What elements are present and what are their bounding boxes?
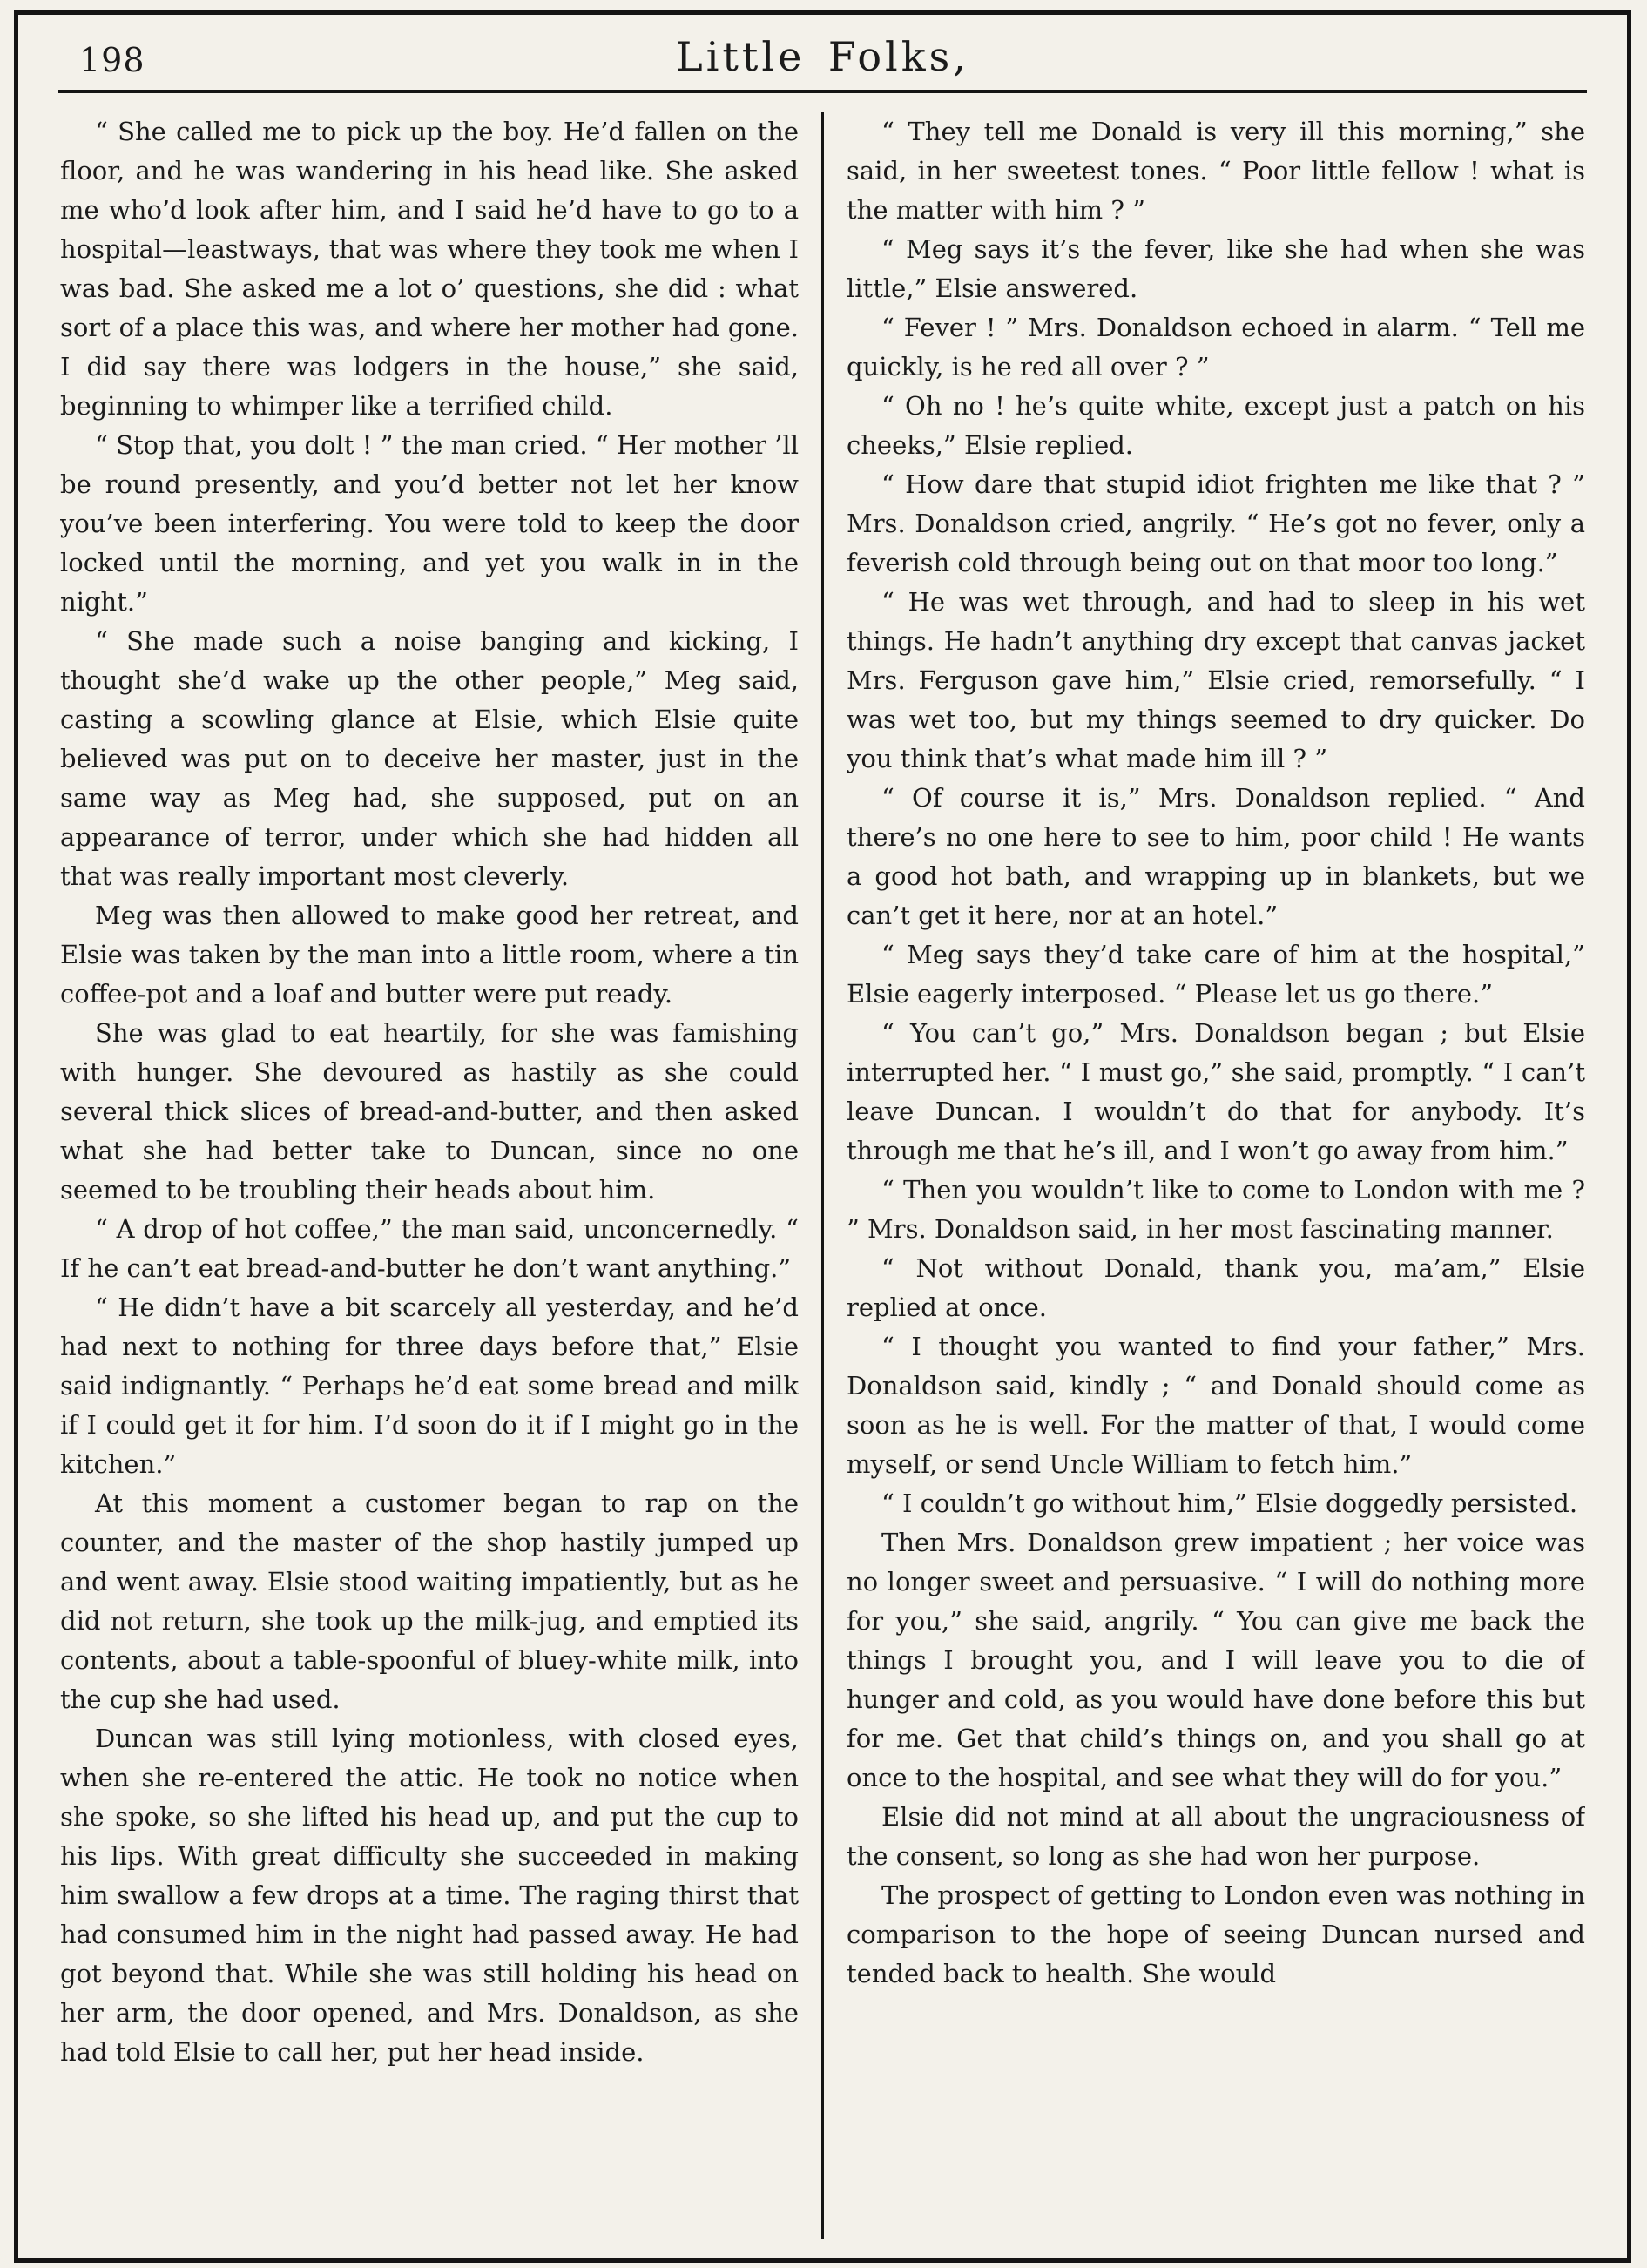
paragraph: Duncan was still lying motionless, with closed eyes, when she re-entered the attic. He took no notice when she spoke, so she lifted his head up, and put the cup to his lips. With great difficulty she succeeded in making him swallow a few drops at a time. The raging thirst that had consumed him in the night had passed away. He had got beyond that. While she was still holding his head on her arm, the door opened, and Mrs. Donaldson, as she had told Elsie to call her, put her head inside. <box>60 1724 799 2067</box>
paragraph: “ Then you wouldn’t like to come to London with me ? ” Mrs. Donaldson said, in her most fascinating manner. <box>847 1175 1585 1244</box>
paragraph: “ She made such a noise banging and kicking, I thought she’d wake up the other people,” Meg said, casting a scowling glance at Elsie, which Elsie quite believed was put on to deceive her master, just in the same way as Meg had, she supposed, put on an appearance of terror, under which she had hidden all that was really important most cleverly. <box>60 626 799 891</box>
page-title: Little Folks, <box>676 33 969 80</box>
paragraph: “ Of course it is,” Mrs. Donaldson replied. “ And there’s no one here to see to him, poor child ! He wants a good hot bath, and wrapping up in blankets, but we can’t get it here, nor at an hotel.” <box>847 783 1585 930</box>
paragraph: “ I thought you wanted to find your father,” Mrs. Donaldson said, kindly ; “ and Donald should come as soon as he is well. For the matter of that, I would come myself, or send Uncle William to fetch him.” <box>847 1332 1585 1479</box>
paragraph: “ She called me to pick up the boy. He’d fallen on the floor, and he was wandering in his head like. She asked me who’d look after him, and I said he’d have to go to a hospital—leastways, that was where they took me when I was bad. She asked me a lot o’ questions, she did : what sort of a place this was, and where her mother had gone. I did say there was lodgers in the house,” she said, beginning to whimper like a terrified child. <box>60 117 799 421</box>
left-column <box>60 112 799 2239</box>
page-header <box>55 29 1590 84</box>
column-divider <box>821 112 824 2239</box>
paragraph: Then Mrs. Donaldson grew impatient ; her voice was no longer sweet and persuasive. “ I will do nothing more for you,” she said, angrily. “ You can give me back the things I brought you, and I will leave you to die of hunger and cold, as you would have done before this but for me. Get that child’s things on, and you shall go at once to the hospital, and see what they will do for you.” <box>847 1528 1585 1792</box>
paragraph: “ He didn’t have a bit scarcely all yesterday, and he’d had next to nothing for three days before that,” Elsie said indignantly. “ Perhaps he’d eat some bread and milk if I could get it for him. I’d soon do it if I might go in the kitchen.” <box>60 1293 799 1479</box>
paragraph: “ They tell me Donald is very ill this morning,” she said, in her sweetest tones. “ Poor little fellow ! what is the matter with him ? ” <box>847 117 1585 225</box>
paragraph: “ Oh no ! he’s quite white, except just a patch on his cheeks,” Elsie replied. <box>847 391 1585 460</box>
paragraph: “ Meg says they’d take care of him at the hospital,” Elsie eagerly interposed. “ Please let us go there.” <box>847 940 1585 1009</box>
paragraph: “ I couldn’t go without him,” Elsie doggedly persisted. <box>881 1488 1578 1518</box>
paragraph: She was glad to eat heartily, for she was famishing with hunger. She devoured as hastily as she could several thick slices of bread-and-butter, and then asked what she had better take to Duncan, since no one seemed to be troubling their heads about him. <box>60 1018 799 1205</box>
page-border <box>14 10 1631 2263</box>
paragraph: “ A drop of hot coffee,” the man said, unconcernedly. “ If he can’t eat bread-and-butter he don’t want anything.” <box>60 1214 799 1283</box>
paragraph: “ He was wet through, and had to sleep in his wet things. He hadn’t anything dry except that canvas jacket Mrs. Ferguson gave him,” Elsie cried, remorsefully. “ I was wet too, but my things seemed to dry quicker. Do you think that’s what made him ill ? ” <box>847 587 1585 773</box>
paragraph: Elsie did not mind at all about the ungraciousness of the consent, so long as she had won her purpose. <box>847 1802 1585 1871</box>
paragraph: “ How dare that stupid idiot frighten me like that ? ” Mrs. Donaldson cried, angrily. “ He’s got no fever, only a feverish cold through being out on that moor too long.” <box>847 469 1585 577</box>
page-number: 198 <box>79 41 145 79</box>
text-columns <box>55 93 1590 2239</box>
right-column <box>847 112 1585 2239</box>
paragraph: “ Stop that, you dolt ! ” the man cried. “ Her mother ’ll be round presently, and you’d better not let her know you’ve been interfering. You were told to keep the door locked until the morning, and yet you walk in in the night.” <box>60 430 799 617</box>
paragraph: “ Fever ! ” Mrs. Donaldson echoed in alarm. “ Tell me quickly, is he red all over ? ” <box>847 313 1585 381</box>
paragraph: At this moment a customer began to rap on the counter, and the master of the shop hastily jumped up and went away. Elsie stood waiting impatiently, but as he did not return, she took up the milk-jug, and emptied its contents, about a table-spoonful of bluey-white milk, into the cup she had used. <box>60 1488 799 1714</box>
paragraph: “ Not without Donald, thank you, ma’am,” Elsie replied at once. <box>847 1253 1585 1322</box>
paragraph: The prospect of getting to London even was nothing in comparison to the hope of seeing Duncan nursed and tended back to health. She would <box>847 1880 1585 1988</box>
paragraph: “ Meg says it’s the fever, like she had when she was little,” Elsie answered. <box>847 234 1585 303</box>
paragraph: “ You can’t go,” Mrs. Donaldson began ; but Elsie interrupted her. “ I must go,” she said, promptly. “ I can’t leave Duncan. I wouldn’t do that for anybody. It’s through me that he’s ill, and I won’t go away from him.” <box>847 1018 1585 1165</box>
paragraph: Meg was then allowed to make good her retreat, and Elsie was taken by the man into a little room, where a tin coffee-pot and a loaf and butter were put ready. <box>60 901 799 1009</box>
